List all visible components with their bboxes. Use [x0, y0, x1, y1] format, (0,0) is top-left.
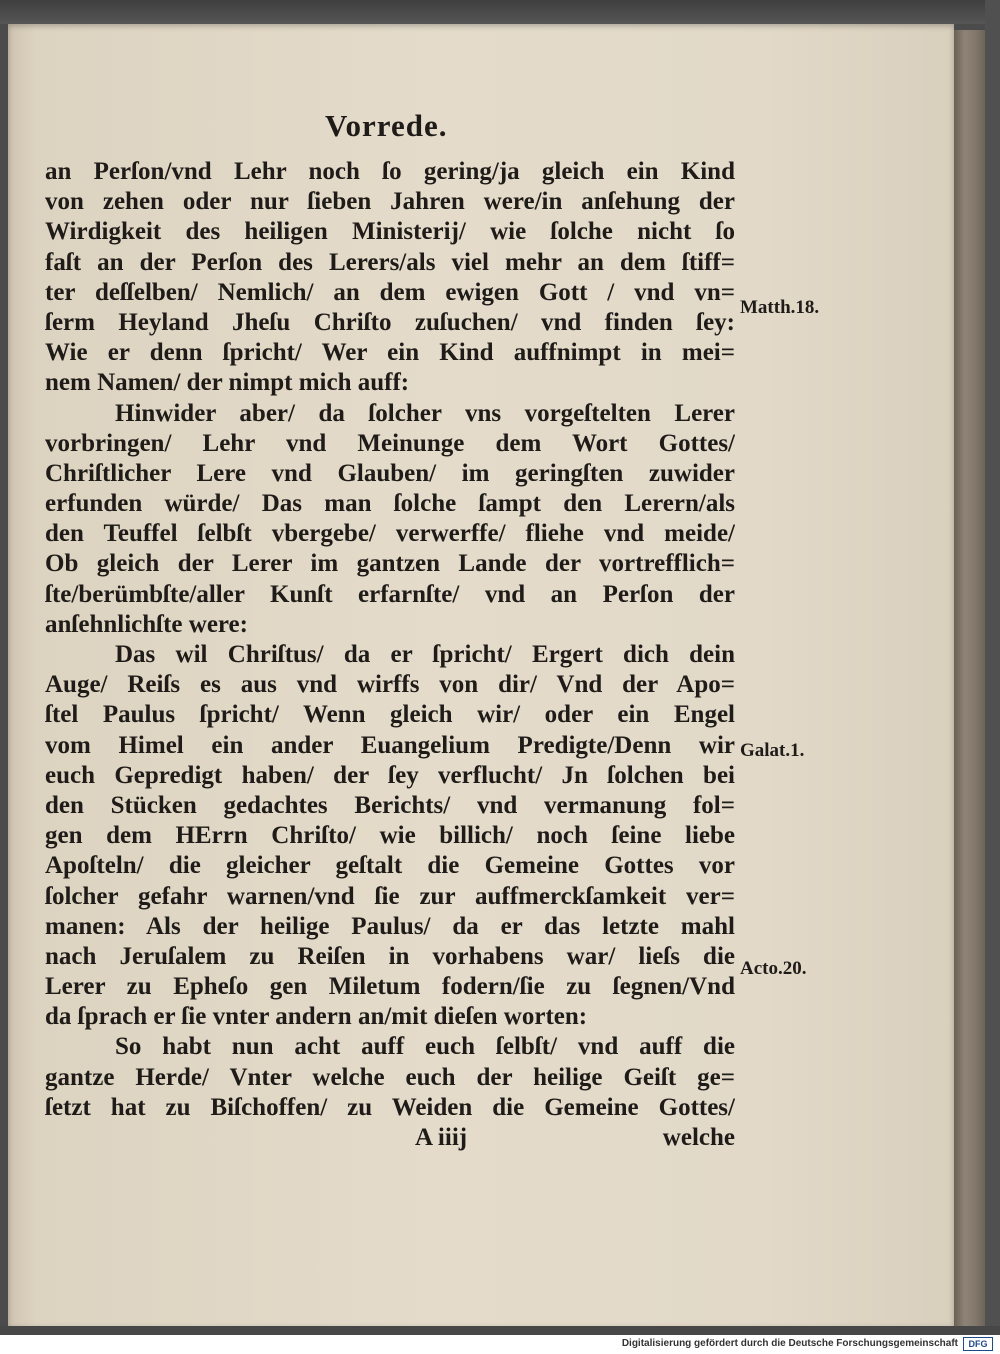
text-line: Ob gleich der Lerer im gantzen Lande der vortrefflich= [45, 550, 735, 578]
text-line: vom Himel ein ander Euangelium Predigte/Denn wir [45, 731, 735, 759]
scanner-background-right [985, 0, 1000, 1335]
text-line: anſehnlichſte were: [45, 610, 248, 638]
scanner-background-top [0, 0, 1000, 24]
text-line: euch Gepredigt haben/ der ſey verflucht/ Jn ſolchen bei [45, 761, 735, 789]
text-line: Auge/ Reiſs es aus vnd wirffs von dir/ Vnd der Apo= [45, 671, 735, 699]
text-line: gantze Herde/ Vnter welche euch der heilige Geiſt ge= [45, 1063, 735, 1091]
text-line: nem Namen/ der nimpt mich auff: [45, 369, 410, 397]
text-line: ter deſſelben/ Nemlich/ an dem ewigen Gott / vnd vn= [45, 278, 735, 306]
text-line: ſolcher gefahr warnen/vnd ſie zur auffmerckſamkeit ver= [45, 882, 735, 910]
catchword-row [45, 1123, 735, 1153]
text-line: manen: Als der heilige Paulus/ da er das letzte mahl [45, 912, 735, 940]
margin-note-galatians: Galat.1. [740, 740, 805, 761]
text-line: nach Jeruſalem zu Reiſen in vorhabens war/ lieſs die [45, 942, 735, 970]
text-line: Lerer zu Epheſo gen Miletum fodern/ſie zu ſegnen/Vnd [45, 973, 735, 1001]
page-heading: Vorrede. [325, 108, 448, 143]
text-line: erfunden würde/ Das man ſolche ſampt den Lerern/als [45, 490, 735, 518]
text-line: ſte/berümbſte/aller Kunſt erfarnſte/ vnd an Perſon der [45, 580, 735, 608]
dfg-logo-icon: DFG [963, 1337, 993, 1351]
text-line: von zehen oder nur ſieben Jahren were/in anſehung der [45, 188, 735, 216]
digitization-footer [0, 1335, 1000, 1354]
catchword: welche [662, 1124, 735, 1151]
text-line: faſt an der Perſon des Lerers/als viel mehr an dem ſtiff= [45, 248, 735, 276]
margin-note-matthew: Matth.18. [740, 297, 820, 318]
text-line: gen dem HErrn Chriſto/ wie billich/ noch ſeine liebe [45, 822, 735, 850]
text-line: Hinwider aber/ da ſolcher vns vorgeſtelten Lerer [115, 399, 735, 427]
margin-note-acts: Acto.20. [740, 958, 807, 979]
text-line: den Teuffel ſelbſt vbergebe/ verwerffe/ fliehe vnd meide/ [45, 520, 735, 548]
text-line: ſerm Heyland Jheſu Chriſto zuſuchen/ vnd finden ſey: [45, 308, 735, 336]
text-line: Das wil Chriſtus/ da er ſpricht/ Ergert dich dein [115, 641, 735, 668]
text-line: Chriſtlicher Lere vnd Glauben/ im geringſten zuwider [45, 459, 735, 487]
text-line: den Stücken gedachtes Berichts/ vnd vermanung fol= [45, 791, 735, 819]
text-line: ſtel Paulus ſpricht/ Wenn gleich wir/ oder ein Engel [45, 701, 735, 729]
text-line: Wirdigkeit des heiligen Ministerij/ wie ſolche nicht ſo [45, 218, 735, 246]
signature-mark: A iiij [415, 1124, 468, 1151]
text-line: da ſprach er ſie vnter andern an/mit dieſen worten: [45, 1003, 588, 1031]
scanner-background-bottom [0, 1326, 1000, 1335]
text-line: Apoſteln/ die gleicher geſtalt die Gemeine Gottes vor [45, 852, 735, 880]
text-line: ſetzt hat zu Biſchoffen/ zu Weiden die Gemeine Gottes/ [45, 1093, 735, 1121]
text-line: vorbringen/ Lehr vnd Meinunge dem Wort Gottes/ [45, 429, 735, 457]
footer-credit-text: Digitalisierung gefördert durch die Deutsche Forschungsgemeinschaft [621, 1338, 958, 1349]
body-text [45, 157, 735, 1123]
text-line: an Perſon/vnd Lehr noch ſo gering/ja gleich ein Kind [45, 158, 735, 185]
text-line: Wie er denn ſpricht/ Wer ein Kind auffnimpt in mei= [45, 339, 735, 367]
book-cover-edge [954, 30, 985, 1328]
text-line: So habt nun acht auff euch ſelbſt/ vnd auff die [115, 1033, 735, 1061]
